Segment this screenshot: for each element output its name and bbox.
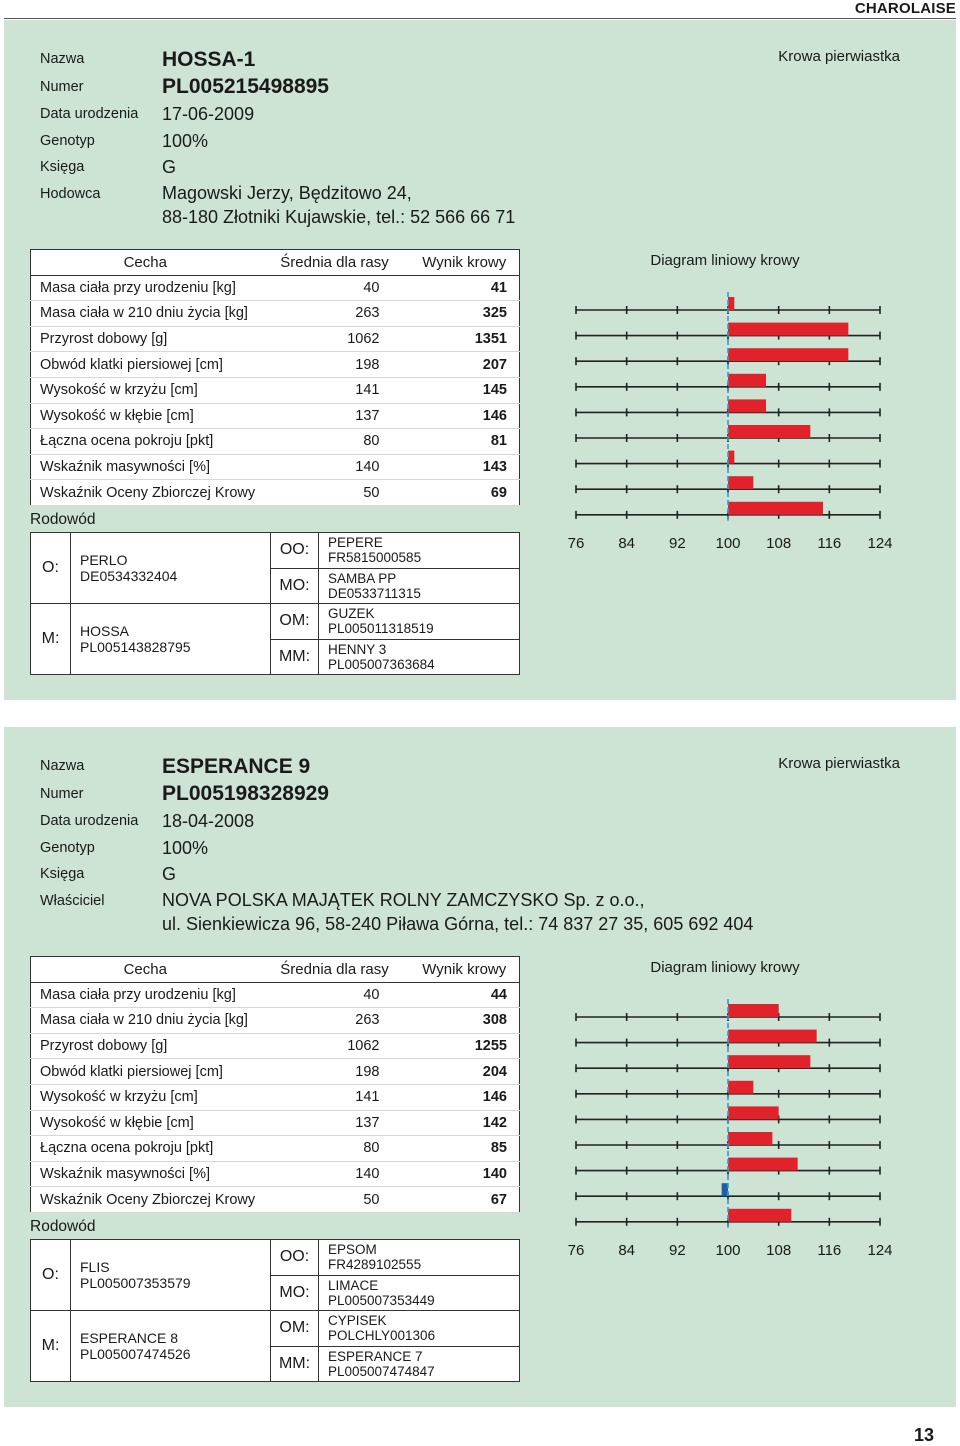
breed-avg: 198: [260, 1059, 410, 1085]
diagram-tick-label: 76: [567, 1241, 585, 1259]
om-name: GUZEK: [328, 606, 375, 622]
om-label: OM:: [271, 604, 319, 640]
cow-result: 85: [410, 1136, 520, 1162]
diagram-title: Diagram liniowy krowy: [650, 252, 800, 269]
trait-row: [31, 480, 520, 506]
diagram-bar: [728, 1004, 779, 1017]
breed-avg: 141: [260, 377, 410, 403]
trait-row: [31, 1136, 520, 1162]
breed-avg: 1062: [260, 1033, 410, 1059]
cow-name: HOSSA-1: [162, 48, 256, 71]
trait-name: Wysokość w kłębie [cm]: [31, 403, 260, 429]
cow-result: 146: [410, 403, 520, 429]
genotype: 100%: [162, 131, 209, 151]
breed-avg-header: Średnia dla rasy: [260, 957, 410, 983]
cow-result: 81: [410, 429, 520, 455]
breed-avg: 263: [260, 301, 410, 327]
oo-label: OO:: [271, 1240, 319, 1276]
oo-name: PEPERE: [328, 535, 383, 551]
sire-id: PL005007353579: [80, 1275, 191, 1291]
diagram-tick-label: 92: [668, 534, 686, 552]
mm-id: PL005007474847: [328, 1363, 435, 1379]
trait-header: Cecha: [31, 957, 260, 983]
diagram-tick-label: 84: [618, 534, 636, 552]
owner-line-1: Magowski Jerzy, Będzitowo 24,: [162, 183, 412, 203]
book: G: [162, 864, 177, 884]
mo-name: LIMACE: [328, 1277, 379, 1293]
trait-row: [31, 1187, 520, 1213]
diagram-bar: [728, 476, 753, 489]
trait-row: [31, 301, 520, 327]
birth-date: 17-06-2009: [162, 104, 255, 124]
birth-date: 18-04-2008: [162, 811, 255, 831]
trait-row: [31, 982, 520, 1008]
number-label: Numer: [40, 786, 84, 802]
diagram-bar: [728, 1081, 753, 1094]
genotype-label: Genotyp: [40, 840, 95, 856]
page-number: 13: [913, 1425, 934, 1445]
mm-label: MM:: [271, 639, 319, 675]
om: [319, 1311, 520, 1347]
breed-avg: 80: [260, 1136, 410, 1162]
dam-id: PL005007474526: [80, 1346, 191, 1362]
cow-result: 325: [410, 301, 520, 327]
owner-line-2: ul. Sienkiewicza 96, 58-240 Piława Górna, tel.: 74 837 27 35, 605 692 404: [162, 914, 754, 934]
owner-label: Hodowca: [40, 186, 101, 202]
oo: [319, 1240, 520, 1276]
cow-result: 145: [410, 377, 520, 403]
breed-avg: 137: [260, 1110, 410, 1136]
trait-name: Masa ciała w 210 dniu życia [kg]: [31, 1008, 260, 1034]
cow-result-header: Wynik krowy: [410, 250, 520, 276]
cow-number: PL005215498895: [162, 75, 329, 98]
om-id: POLCHLY001306: [328, 1328, 436, 1344]
mo-id: DE0533711315: [328, 585, 421, 601]
sire-label: O:: [31, 1240, 71, 1311]
oo-id: FR5815000585: [328, 550, 422, 566]
trait-row: [31, 403, 520, 429]
breed-avg: 198: [260, 352, 410, 378]
trait-row: [31, 454, 520, 480]
trait-row: [31, 326, 520, 352]
number-label: Numer: [40, 79, 84, 95]
pedigree-table: [30, 532, 520, 675]
cow-result: 1351: [410, 326, 520, 352]
cow-result: 146: [410, 1084, 520, 1110]
oo: [319, 533, 520, 569]
mm-name: ESPERANCE 7: [328, 1348, 423, 1364]
trait-row: [31, 1059, 520, 1085]
breed-avg: 1062: [260, 326, 410, 352]
book-label: Księga: [40, 866, 85, 882]
trait-row: [31, 1084, 520, 1110]
owner-label: Właściciel: [40, 893, 105, 909]
trait-name: Wysokość w krzyżu [cm]: [31, 377, 260, 403]
diagram-bar: [728, 1030, 817, 1043]
trait-row: [31, 1110, 520, 1136]
om-label: OM:: [271, 1311, 319, 1347]
mo-label: MO:: [271, 568, 319, 604]
trait-header: Cecha: [31, 250, 260, 276]
trait-name: Masa ciała przy urodzeniu [kg]: [31, 275, 260, 301]
trait-row: [31, 1008, 520, 1034]
book: G: [162, 157, 177, 177]
oo-label: OO:: [271, 533, 319, 569]
breed-avg: 50: [260, 1187, 410, 1213]
cow-type: Krowa pierwiastka: [778, 48, 900, 65]
om-id: PL005011318519: [328, 621, 434, 637]
book-label: Księga: [40, 159, 85, 175]
trait-name: Wskaźnik masywności [%]: [31, 1161, 260, 1187]
sire: [71, 533, 271, 604]
birth-date-label: Data urodzenia: [40, 813, 139, 829]
diagram-tick-label: 92: [668, 1241, 686, 1259]
diagram-tick-label: 108: [766, 534, 792, 552]
sire-label: O:: [31, 533, 71, 604]
oo-id: FR4289102555: [328, 1257, 422, 1273]
diagram-tick-label: 124: [867, 1241, 893, 1259]
trait-row: [31, 1033, 520, 1059]
diagram-tick-label: 116: [817, 1241, 842, 1259]
diagram-title: Diagram liniowy krowy: [650, 959, 800, 976]
diagram-bar: [728, 1209, 791, 1222]
diagram-bar: [728, 1158, 798, 1171]
dam: [71, 604, 271, 675]
trait-row: [31, 1161, 520, 1187]
diagram-bar: [728, 323, 848, 336]
diagram-bar: [728, 1055, 810, 1068]
sire-id: DE0534332404: [80, 568, 178, 584]
breed-avg: 40: [260, 275, 410, 301]
dam: [71, 1311, 271, 1382]
cow-result-header: Wynik krowy: [410, 957, 520, 983]
cow-result: 41: [410, 275, 520, 301]
mm-label: MM:: [271, 1346, 319, 1382]
breed-avg: 50: [260, 480, 410, 506]
dam-label: M:: [31, 1311, 71, 1382]
linear-diagram: [567, 270, 893, 552]
diagram-tick-label: 100: [715, 1241, 741, 1259]
linear-diagram: [567, 977, 893, 1259]
pedigree-title: Rodowód: [30, 1218, 96, 1235]
diagram-bar: [728, 1132, 772, 1145]
diagram-bar: [728, 502, 823, 515]
dam-id: PL005143828795: [80, 639, 191, 655]
om: [319, 604, 520, 640]
breed-title: CHAROLAISE: [854, 0, 956, 17]
cow-number: PL005198328929: [162, 782, 329, 805]
diagram-tick-label: 124: [867, 534, 893, 552]
cow-result: 143: [410, 454, 520, 480]
trait-name: Przyrost dobowy [g]: [31, 326, 260, 352]
cow-card: [4, 20, 956, 700]
trait-name: Masa ciała przy urodzeniu [kg]: [31, 982, 260, 1008]
trait-name: Wskaźnik Oceny Zbiorczej Krowy: [31, 1187, 260, 1213]
trait-row: [31, 429, 520, 455]
trait-name: Łączna ocena pokroju [pkt]: [31, 1136, 260, 1162]
name-label: Nazwa: [40, 758, 85, 774]
diagram-bar: [728, 399, 766, 412]
cow-result: 1255: [410, 1033, 520, 1059]
breed-avg: 140: [260, 1161, 410, 1187]
name-label: Nazwa: [40, 51, 85, 67]
diagram-tick-label: 84: [618, 1241, 636, 1259]
breed-avg: 137: [260, 403, 410, 429]
owner-line-2: 88-180 Złotniki Kujawskie, tel.: 52 566 66 71: [162, 207, 516, 227]
trait-name: Wysokość w kłębie [cm]: [31, 1110, 260, 1136]
cow-card: [4, 727, 956, 1407]
breed-avg: 40: [260, 982, 410, 1008]
cow-type: Krowa pierwiastka: [778, 755, 900, 772]
dam-name: HOSSA: [80, 623, 130, 639]
breed-avg: 140: [260, 454, 410, 480]
traits-table: [30, 956, 520, 1213]
cow-result: 140: [410, 1161, 520, 1187]
mm-id: PL005007363684: [328, 656, 435, 672]
sire-name: PERLO: [80, 552, 128, 568]
trait-name: Łączna ocena pokroju [pkt]: [31, 429, 260, 455]
breed-avg: 141: [260, 1084, 410, 1110]
cow-name: ESPERANCE 9: [162, 755, 311, 778]
genotype-label: Genotyp: [40, 133, 95, 149]
traits-header-row: [31, 250, 520, 276]
cow-result: 69: [410, 480, 520, 506]
cow-result: 207: [410, 352, 520, 378]
trait-name: Wysokość w krzyżu [cm]: [31, 1084, 260, 1110]
trait-row: [31, 275, 520, 301]
mo: [319, 568, 520, 604]
cow-result: 67: [410, 1187, 520, 1213]
mo-name: SAMBA PP: [328, 570, 397, 586]
mo: [319, 1275, 520, 1311]
diagram-bar: [728, 374, 766, 387]
pedigree-title: Rodowód: [30, 511, 96, 528]
mm-name: HENNY 3: [328, 641, 387, 657]
diagram-bar: [728, 1106, 779, 1119]
trait-name: Wskaźnik masywności [%]: [31, 454, 260, 480]
trait-name: Wskaźnik Oceny Zbiorczej Krowy: [31, 480, 260, 506]
trait-name: Masa ciała w 210 dniu życia [kg]: [31, 301, 260, 327]
sire-name: FLIS: [80, 1259, 110, 1275]
trait-name: Przyrost dobowy [g]: [31, 1033, 260, 1059]
diagram-bar: [728, 348, 848, 361]
trait-name: Obwód klatki piersiowej [cm]: [31, 352, 260, 378]
mm: [319, 639, 520, 675]
header-rule: [4, 18, 956, 19]
mo-id: PL005007353449: [328, 1292, 435, 1308]
trait-row: [31, 352, 520, 378]
pedigree-table: [30, 1239, 520, 1382]
genotype: 100%: [162, 838, 209, 858]
breed-avg: 80: [260, 429, 410, 455]
diagram-tick-label: 108: [766, 1241, 792, 1259]
cow-result: 142: [410, 1110, 520, 1136]
diagram-tick-label: 116: [817, 534, 842, 552]
diagram-tick-label: 76: [567, 534, 585, 552]
oo-name: EPSOM: [328, 1242, 377, 1258]
diagram-bar: [728, 451, 734, 464]
owner-line-1: NOVA POLSKA MAJĄTEK ROLNY ZAMCZYSKO Sp. z o.o.,: [162, 890, 645, 910]
birth-date-label: Data urodzenia: [40, 106, 139, 122]
diagram-bar: [728, 425, 810, 438]
sire: [71, 1240, 271, 1311]
breed-avg: 263: [260, 1008, 410, 1034]
breed-avg-header: Średnia dla rasy: [260, 250, 410, 276]
om-name: CYPISEK: [328, 1313, 387, 1329]
diagram-bar: [728, 297, 734, 310]
diagram-bar: [722, 1183, 728, 1196]
traits-header-row: [31, 957, 520, 983]
dam-name: ESPERANCE 8: [80, 1330, 179, 1346]
trait-row: [31, 377, 520, 403]
dam-label: M:: [31, 604, 71, 675]
mo-label: MO:: [271, 1275, 319, 1311]
cow-result: 44: [410, 982, 520, 1008]
cow-result: 308: [410, 1008, 520, 1034]
trait-name: Obwód klatki piersiowej [cm]: [31, 1059, 260, 1085]
cow-result: 204: [410, 1059, 520, 1085]
mm: [319, 1346, 520, 1382]
diagram-tick-label: 100: [715, 534, 741, 552]
traits-table: [30, 249, 520, 506]
